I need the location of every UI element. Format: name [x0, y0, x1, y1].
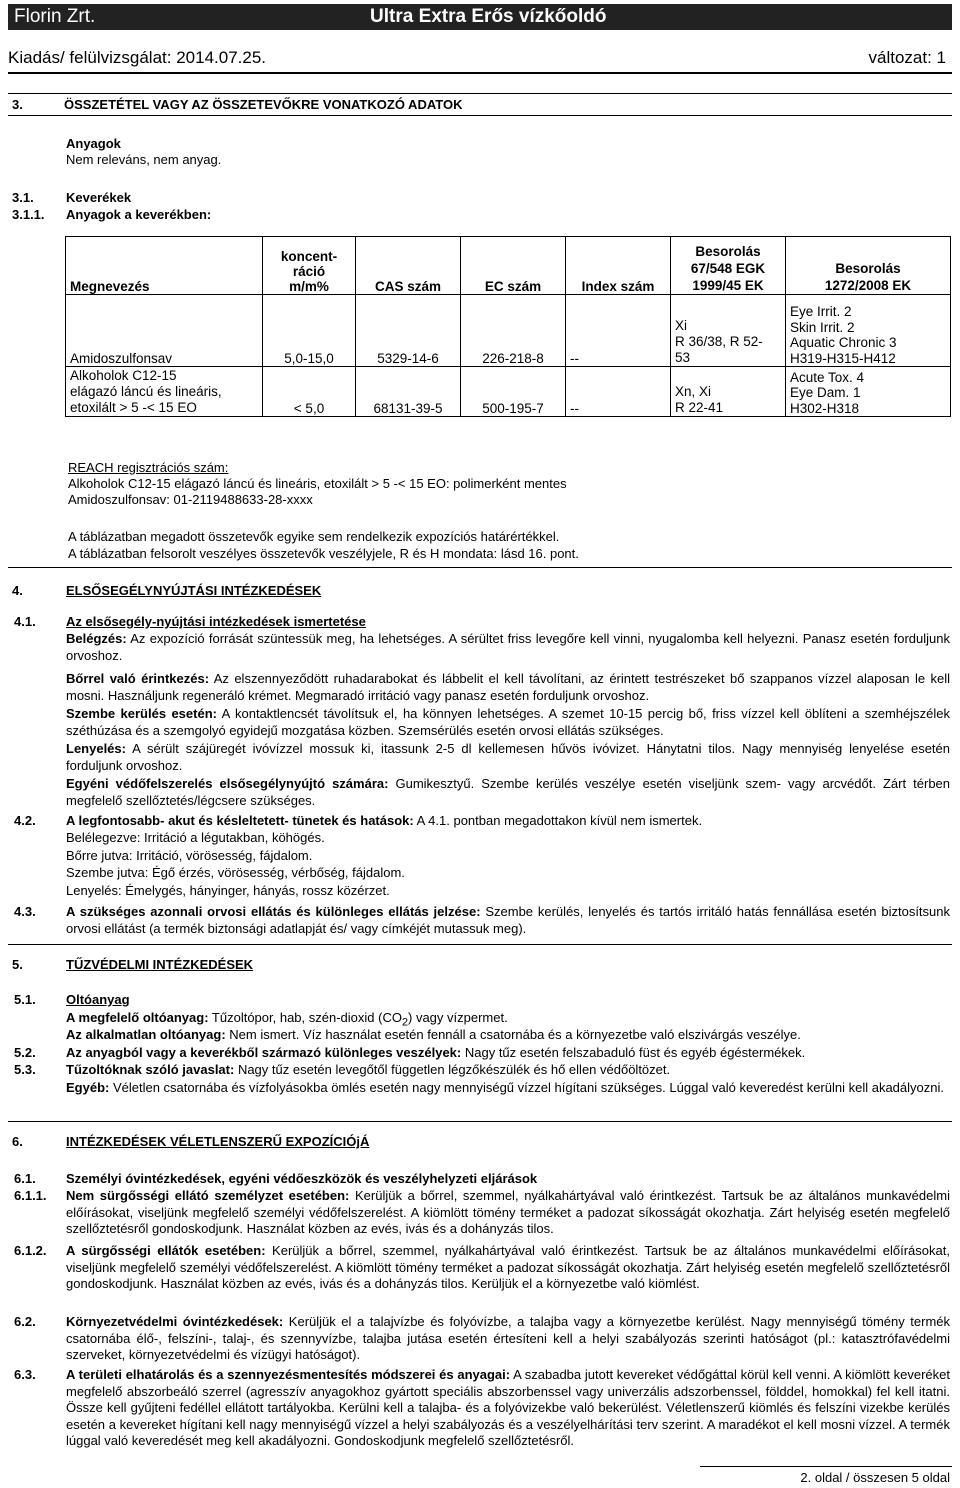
s43-label: A szükséges azonnali orvosi ellátás és különleges ellátás jelzése: [66, 904, 481, 919]
section4-title: ELSŐSEGÉLYNYÚJTÁSI INTÉZKEDÉSEK [66, 583, 322, 598]
eye-label: Szembe kerülés esetén: [66, 706, 217, 721]
s612-number: 6.1.2. [14, 1243, 47, 1258]
s42-label: A legfontosabb- akut és késleltetett- tünetek és hatások: [66, 813, 414, 828]
cell-index: -- [566, 367, 671, 417]
section5-title: TŰZVÉDELMI INTÉZKEDÉSEK [66, 957, 254, 972]
version: változat: 1 [868, 48, 946, 67]
col-class67: Besorolás 67/548 EGK 1999/45 EK [671, 237, 786, 295]
sub311-number: 3.1.1. [12, 207, 45, 222]
sub31-number: 3.1. [12, 190, 34, 205]
issue-date: Kiadás/ felülvizsgálat: 2014.07.25. [8, 48, 267, 67]
section5-top-rule [8, 944, 952, 945]
header-divider [8, 72, 952, 74]
section3-top-rule [8, 93, 952, 94]
cell-ec: 500-195-7 [461, 367, 566, 417]
sub31-title: Keverékek [66, 190, 132, 205]
s52-label: Az anyagból vagy a keverékből származó különleges veszélyek: [66, 1045, 462, 1060]
product-name: Ultra Extra Erős vízkőoldó [370, 6, 607, 27]
s52-number: 5.2. [14, 1045, 36, 1060]
s63-number: 6.3. [14, 1367, 36, 1382]
s63-text: A szabadba jutott kevereket védőgáttal körül kell venni. A kiömlött keveréket megfelelő abszorbeáló szerrel (agresszív anyagokhoz gyártott speciális abszorbenssel vagy univerzális adszorbenssel, földdel, homokkal) fel kell itatni. Össze kell gyűjteni fedéllel ellátott tartályokba. Kerülni kell a talajba- és a folyóvizekbe való bekerülést. Véletlenszerű kiömlés és felszíni vizekbe kerülés esetén a kevereket hígítani kell nagy mennyiségű vízzel a helyi szabályozás és a veszélyelhárítási terv szerint. A maradékot el kell mosni vízzel. A termék lúggal való keveredését meg kell akadályozni. Gondoskodjunk megfelelő szellőztetésről. [66, 1367, 950, 1449]
s612-text: Kerüljük a bőrrel, szemmel, nyálkahártyával való érintkezést. Tartsuk be az általános munkavédelmi előírásokat, viseljünk megfelelő személyi védőfelszerelést. A kiömlött tömény terméket a padozat síkosságát okozhatja. Zárt helyiség esetén megfelelő szellőztetésről gondoskodjunk. Használat közben az evés, ivás és a dohányzás tilos. Kerüljük el a környezetbe való kiömlést. [66, 1243, 950, 1292]
cell-ec: 226-218-8 [461, 295, 566, 367]
s62-paragraph [66, 1314, 950, 1364]
section4-top-rule [8, 567, 952, 568]
table-row [66, 367, 951, 417]
s53-label: Tűzoltóknak szóló javaslat: [66, 1062, 235, 1077]
header-bar [8, 4, 952, 30]
s611-number: 6.1.1. [14, 1188, 47, 1203]
ppe-paragraph [66, 776, 950, 809]
cell-name: Amidoszulfonsav [66, 295, 263, 367]
inhalation-label: Belégzés: [66, 631, 127, 646]
unsuitable-media-paragraph [66, 1027, 950, 1044]
s43-paragraph [66, 904, 950, 937]
eye-paragraph [66, 706, 950, 739]
substances-text: Nem releváns, nem anyag. [66, 152, 222, 167]
substances-title: Anyagok [66, 136, 121, 151]
sub311-title: Anyagok a keverékben: [66, 207, 212, 222]
section4-number: 4. [12, 583, 23, 598]
s43-text: Szembe kerülés, lenyelés és tartós irritáló hatás fennállása esetén biztosítsunk orvosi ellátást (a termék biztonsági adatlapját és/ vagy címkéjét mutassuk meg). [66, 904, 951, 936]
s63-paragraph [66, 1367, 950, 1450]
s42-text: A 4.1. pontban megadottakon kívül nem ismertek. [413, 813, 703, 828]
ppe-text: Gumikesztyű. Szembe kerülés veszélye esetén viseljünk szem- vagy arcvédőt. Zárt térben megfelelő szellőztetés/légcsere szükséges. [66, 776, 951, 808]
s43-number: 4.3. [14, 904, 36, 919]
ingestion-paragraph [66, 741, 950, 774]
note-1: A táblázatban megadott összetevők egyike sem rendelkezik expozíciós határértékkel. [68, 529, 560, 544]
col-conc: koncent- ráció m/m% [263, 237, 356, 295]
s611-label: Nem sürgősségi ellátó személyzet esetében: [66, 1188, 350, 1203]
reach-line-2: Amidoszulfonsav: 01-2119488633-28-xxxx [68, 492, 313, 507]
skin-paragraph [66, 671, 950, 704]
s42-line-3: Szembe jutva: Égő érzés, vörösesség, vérbőség, fájdalom. [66, 865, 405, 880]
issue-line [8, 48, 952, 68]
s611-paragraph [66, 1188, 950, 1238]
s612-paragraph [66, 1243, 950, 1293]
suitable-sub: 2 [401, 1016, 408, 1029]
col-name: Megnevezés [66, 237, 263, 295]
cell-cas: 5329-14-6 [356, 295, 461, 367]
composition-table [65, 236, 951, 417]
cell-name: Alkoholok C12-15 elágazó láncú és lineáris, etoxilált > 5 -< 15 EO [66, 367, 263, 417]
skin-text: Az elszennyeződött ruhadarabokat és lábbelit el kell távolítani, az érintett testrészeket bő szappanos vízzel alaposan le kell mosni. Használjunk regeneráló krémet. Megmaradó irritáció vagy panasz esetén forduljunk orvoshoz. [66, 671, 950, 703]
other-text: Véletlen csatornába és vízfolyásokba ömlés esetén nagy mennyiségű vízzel hígítani szükséges. Lúggal való keveredést kerülni kell akadályozni. [109, 1080, 944, 1095]
s62-text: Kerüljük el a talajvízbe és folyóvízbe, a talajba vagy a környezetbe kerülést. Nagy mennyiségű tömény termék csatornába élő-, felszíni-, talaj-, és szennyvízbe, talajba jutása esetén értesíteni kell a helyi szabályozás szerinti hatóságot (pl.: katasztrófavédelmi szerveket, környezetvédelmi és vízügyi hatóságot). [66, 1314, 951, 1363]
s51-title: Oltóanyag [66, 992, 130, 1007]
suitable-text-b: ) vagy vízpermet. [408, 1010, 508, 1025]
unsuitable-label: Az alkalmatlan oltóanyag: [66, 1027, 226, 1042]
note-2: A táblázatban felsorolt veszélyes összetevők veszélyjele, R és H mondata: lásd 16. pont. [68, 546, 579, 561]
inhalation-text: Az expozíció forrását szüntessük meg, ha lehetséges. A sérültet friss levegőre kell vinni, nyugalomba kell helyezni. Panasz esetén forduljunk orvoshoz. [66, 631, 950, 663]
s62-number: 6.2. [14, 1314, 36, 1329]
inhalation-paragraph [66, 631, 950, 664]
company-name: Florin Zrt. [14, 6, 96, 27]
unsuitable-text: Nem ismert. Víz használat esetén fennáll a csatornába és a környezetbe való elszivárgás veszélye. [225, 1027, 801, 1042]
table-header-row [66, 237, 951, 295]
suitable-label: A megfelelő oltóanyag: [66, 1010, 209, 1025]
reach-line-1: Alkoholok C12-15 elágazó láncú és lineáris, etoxilált > 5 -< 15 EO: polimerként mentes [68, 476, 567, 491]
s42-paragraph [66, 813, 950, 830]
other-label: Egyéb: [66, 1080, 110, 1095]
eye-text: A kontaktlencsét távolítsuk el, ha könnyen lehetséges. A szemet 10-15 percig bő, friss vízzel kell öblíteni a szemhéjszélek széthúzása és a szemgolyó egyidejű mozgatása közben. Szemsérülés esetén orvosi ellátás szükséges. [66, 706, 951, 738]
cell-conc: 5,0-15,0 [263, 295, 356, 367]
s63-label: A területi elhatárolás és a szennyezésmentesítés módszerei és anyagai: [66, 1367, 511, 1382]
s42-line-2: Bőrre jutva: Irritáció, vörösesség, fájdalom. [66, 848, 313, 863]
col-cas: CAS szám [356, 237, 461, 295]
section6-title: INTÉZKEDÉSEK VÉLETLENSZERŰ EXPOZÍCIÓjÁ [66, 1134, 370, 1149]
s612-label: A sürgősségi ellátók esetében: [66, 1243, 266, 1258]
s52-text: Nagy tűz esetén felszabaduló füst és egyéb égéstermékek. [461, 1045, 806, 1060]
cell-cas: 68131-39-5 [356, 367, 461, 417]
col-ec: EC szám [461, 237, 566, 295]
section5-number: 5. [12, 957, 23, 972]
cell-index: -- [566, 295, 671, 367]
col-class1272: Besorolás 1272/2008 EK [786, 237, 951, 295]
other-paragraph [66, 1080, 950, 1097]
section3-bottom-rule [8, 115, 952, 116]
skin-label: Bőrrel való érintkezés: [66, 671, 210, 686]
s53-paragraph [66, 1062, 950, 1079]
s62-label: Környezetvédelmi óvintézkedések: [66, 1314, 284, 1329]
s61-title: Személyi óvintézkedések, egyéni védőeszközök és veszélyhelyzeti eljárások [66, 1171, 538, 1186]
s52-paragraph [66, 1045, 950, 1062]
section3-title: ÖSSZETÉTEL VAGY AZ ÖSSZETEVŐKRE VONATKOZÓ ADATOK [64, 97, 463, 112]
s53-number: 5.3. [14, 1062, 36, 1077]
cell-class67: Xi R 36/38, R 52- 53 [671, 295, 786, 367]
page-number: 2. oldal / összesen 5 oldal [800, 1470, 950, 1485]
s42-number: 4.2. [14, 813, 36, 828]
footer-rule [700, 1466, 952, 1467]
cell-class67: Xn, Xi R 22-41 [671, 367, 786, 417]
s42-line-1: Belélegezve: Irritáció a légutakban, köhögés. [66, 830, 325, 845]
s61-number: 6.1. [14, 1171, 36, 1186]
s53-text: Nagy tűz esetén levegőtől független légzőkészülék és hő ellen védőöltözet. [234, 1062, 671, 1077]
s51-number: 5.1. [14, 992, 36, 1007]
s611-text: Kerüljük a bőrrel, szemmel, nyálkahártyával való érintkezést. Tartsuk be az általános munkavédelmi előírásokat, viseljünk megfelelő személyi védőfelszerelést. A kiömlött tömény terméket a padozat síkosságát okozhatja. Zárt helyiség esetén megfelelő szellőztetésről gondoskodjunk. Használat közben az evés, ivás és a dohányzás tilos. [66, 1188, 950, 1237]
section6-top-rule [8, 1121, 952, 1122]
ppe-label: Egyéni védőfelszerelés elsősegélynyújtó számára: [66, 776, 389, 791]
table-row [66, 295, 951, 367]
col-index: Index szám [566, 237, 671, 295]
s41-title: Az elsősegély-nyújtási intézkedések ismertetése [66, 614, 366, 629]
cell-class1272: Acute Tox. 4 Eye Dam. 1 H302-H318 [786, 367, 951, 417]
s41-number: 4.1. [14, 614, 36, 629]
ingestion-label: Lenyelés: [66, 741, 126, 756]
cell-conc: < 5,0 [263, 367, 356, 417]
reach-title: REACH regisztrációs szám: [68, 460, 229, 475]
section3-number: 3. [12, 97, 23, 112]
section6-number: 6. [12, 1134, 23, 1149]
suitable-text-a: Tűzoltópor, hab, szén-dioxid (CO [208, 1010, 402, 1025]
s42-line-4: Lenyelés: Émelygés, hányinger, hányás, rossz közérzet. [66, 883, 390, 898]
ingestion-text: A sérült szájüregét ivóvízzel mossuk ki, itassunk 2-5 dl kellemesen hűvös ivóvizet. Hánytatni tilos. Nagy mennyiség lenyelése esetén forduljunk orvoshoz. [66, 741, 950, 773]
cell-class1272: Eye Irrit. 2 Skin Irrit. 2 Aquatic Chronic 3 H319-H315-H412 [786, 295, 951, 367]
